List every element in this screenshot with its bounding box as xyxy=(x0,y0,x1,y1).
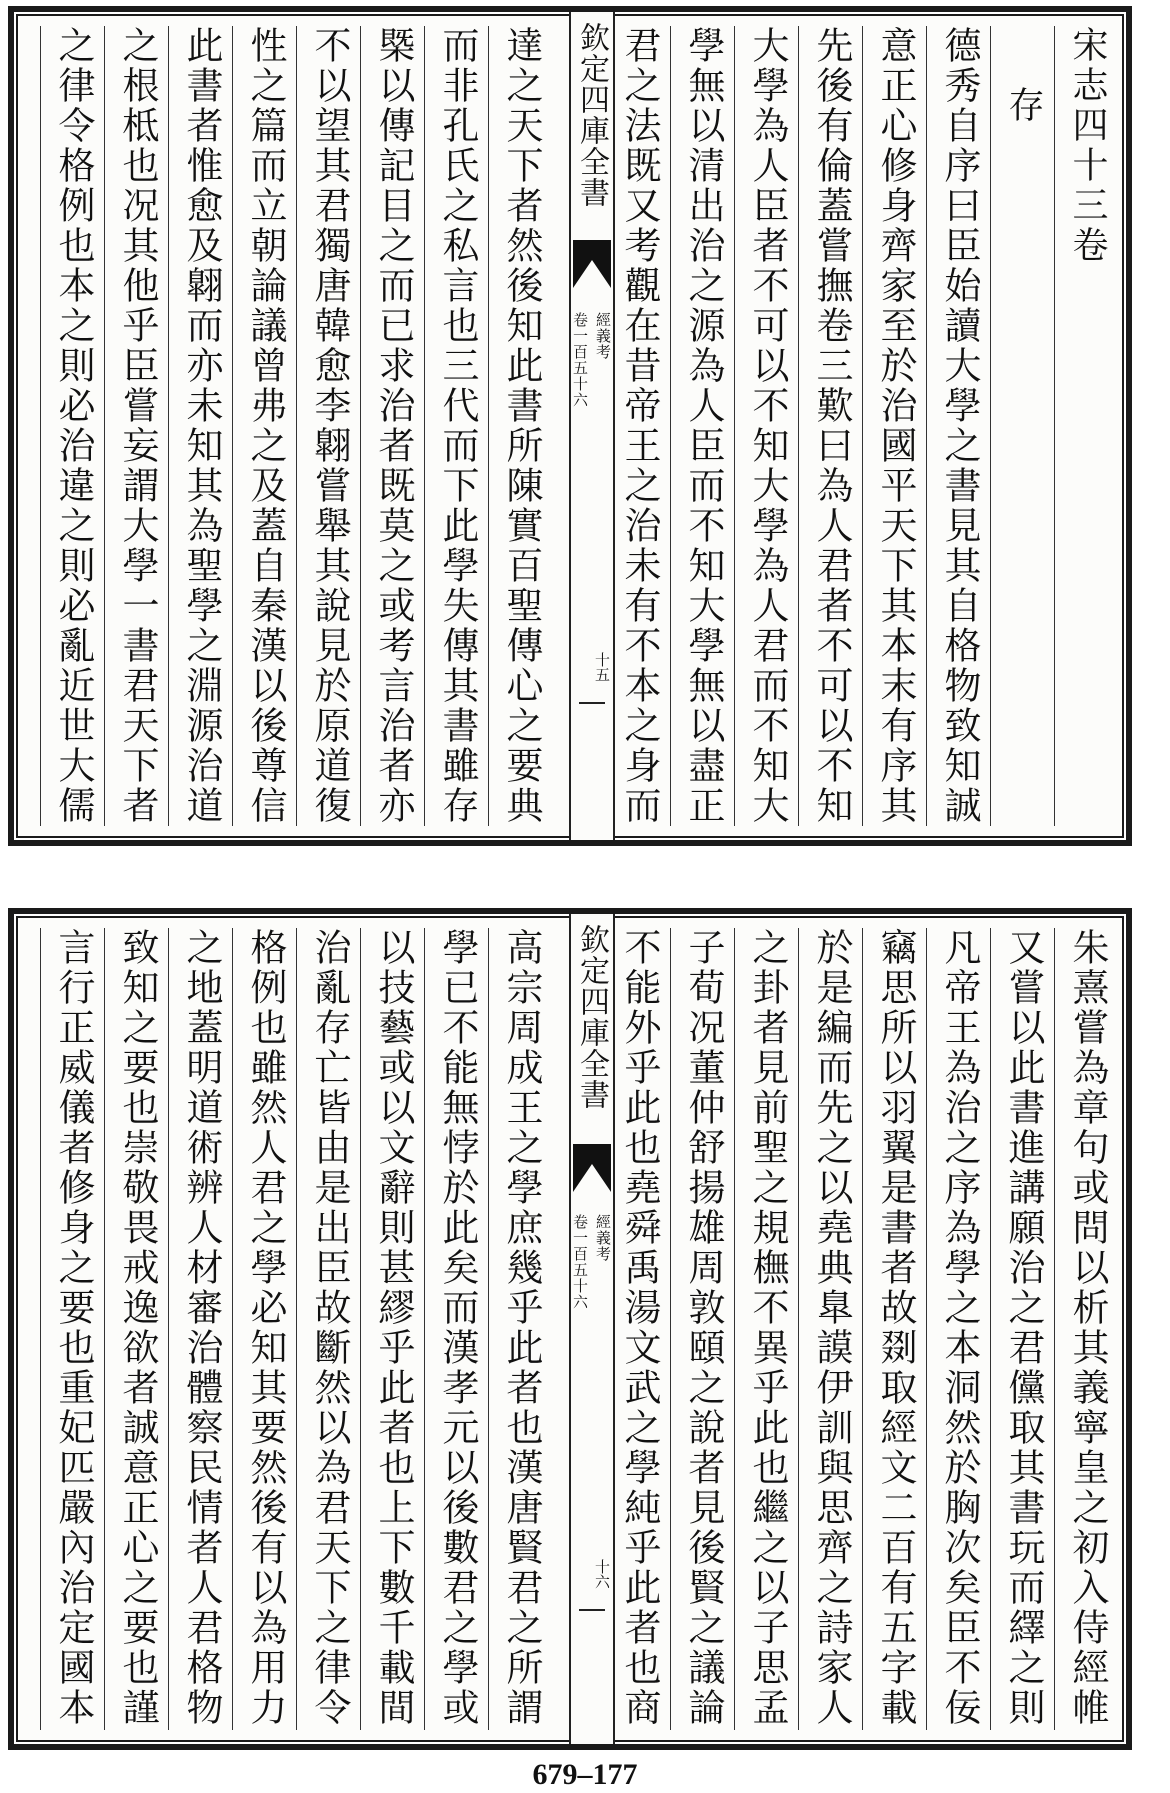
center-folio: 十六 xyxy=(593,1559,611,1589)
column-text: 以技藝或以文辭則甚繆乎此者也上下數千載間 xyxy=(372,928,415,1728)
text-column xyxy=(734,26,798,826)
text-column xyxy=(488,26,552,826)
header-text: 宋志四十三卷 xyxy=(1067,26,1108,266)
column-text: 槩以傳記目之而已求治者既莫之或考言治者亦 xyxy=(372,26,415,826)
text-column xyxy=(798,26,862,826)
column-text: 於是編而先之以堯典臯謨伊訓與思齊之詩家人 xyxy=(810,928,853,1728)
column-text: 治亂存亡皆由是出臣故斷然以為君天下之律令 xyxy=(308,928,351,1728)
text-column xyxy=(488,928,552,1730)
center-volume: 卷一百五十六 xyxy=(571,1214,589,1310)
text-column xyxy=(798,928,862,1730)
text-column xyxy=(926,26,990,826)
center-title: 欽定四庫全書 xyxy=(574,924,609,1110)
bottom-page xyxy=(8,908,1132,1750)
header-column xyxy=(1054,26,1118,826)
center-fold xyxy=(569,12,615,840)
column-text: 之卦者見前聖之規橅不異乎此也繼之以子思孟 xyxy=(746,928,789,1728)
text-column xyxy=(232,928,296,1730)
column-text: 朱熹嘗為章句或問以析其義寧皇之初入侍經帷 xyxy=(1066,928,1109,1728)
column-text: 高宗周成王之學庶幾乎此者也漢唐賢君之所謂 xyxy=(500,928,543,1728)
column-text: 不以望其君獨唐韓愈李翺嘗舉其說見於原道復 xyxy=(308,26,351,826)
column-text: 格例也雖然人君之學必知其要然後有以為用力 xyxy=(244,928,287,1728)
column-text: 竊思所以羽翼是書者故剟取經文二百有五字載 xyxy=(874,928,917,1728)
status-column xyxy=(990,26,1054,826)
column-text: 言行正威儀者修身之要也重妃匹嚴內治定國本 xyxy=(52,928,95,1728)
column-text: 德秀自序曰臣始讀大學之書見其自格物致知誠 xyxy=(938,26,981,826)
column-text: 之地蓋明道術辨人材審治體察民情者人君格物 xyxy=(180,928,223,1728)
column-text: 而非孔氏之私言也三代而下此學失傳其書雖存 xyxy=(436,26,479,826)
text-column xyxy=(424,26,488,826)
column-text: 致知之要也崇敬畏戒逸欲者誠意正心之要也謹 xyxy=(116,928,159,1728)
text-column xyxy=(168,26,232,826)
column-text: 達之天下者然後知此書所陳實百聖傳心之要典 xyxy=(500,26,543,826)
text-column xyxy=(862,928,926,1730)
text-column xyxy=(670,928,734,1730)
column-text: 凡帝王為治之序為學之本洞然於胸次矣臣不佞 xyxy=(938,928,981,1728)
text-column xyxy=(670,26,734,826)
text-column xyxy=(990,928,1054,1730)
column-text: 君之法既又考觀在昔帝王之治未有不本之身而 xyxy=(618,26,661,826)
folio-rule xyxy=(579,702,605,704)
center-subtitle xyxy=(571,312,612,408)
text-column xyxy=(168,928,232,1730)
column-text: 不能外乎此也堯舜禹湯文武之學純乎此者也商 xyxy=(618,928,661,1728)
column-text: 意正心修身齊家至於治國平天下其本末有序其 xyxy=(874,26,917,826)
column-text: 先後有倫蓋嘗撫卷三歎曰為人君者不可以不知 xyxy=(810,26,853,826)
center-book: 經義考 xyxy=(594,1214,612,1262)
text-column xyxy=(606,26,670,826)
text-column xyxy=(296,928,360,1730)
page-number: 679–177 xyxy=(532,1758,638,1791)
column-text: 之律令格例也本之則必治違之則必亂近世大儒 xyxy=(52,26,95,826)
column-text: 此書者惟愈及翺而亦未知其為聖學之淵源治道 xyxy=(180,26,223,826)
column-text: 又嘗以此書進講願治之君儻取其書玩而繹之則 xyxy=(1002,928,1045,1728)
text-column xyxy=(424,928,488,1730)
text-column xyxy=(862,26,926,826)
text-column xyxy=(734,928,798,1730)
center-subtitle xyxy=(571,1214,612,1310)
center-fold xyxy=(569,914,615,1744)
center-title: 欽定四庫全書 xyxy=(574,22,609,208)
center-volume: 卷一百五十六 xyxy=(571,312,589,408)
top-page xyxy=(8,6,1132,846)
text-column xyxy=(606,928,670,1730)
column-text: 學已不能無悖於此矣而漢孝元以後數君之學或 xyxy=(436,928,479,1728)
folio-rule xyxy=(579,1609,605,1611)
text-column xyxy=(40,26,104,826)
text-column xyxy=(1054,928,1118,1730)
fishtail-mark-icon xyxy=(573,1144,611,1192)
text-column xyxy=(40,928,104,1730)
text-column xyxy=(360,928,424,1730)
text-column xyxy=(360,26,424,826)
text-column xyxy=(296,26,360,826)
center-folio: 十五 xyxy=(593,652,611,682)
column-text: 之根柢也况其他乎臣嘗妄謂大學一書君天下者 xyxy=(116,26,159,826)
fishtail-mark-icon xyxy=(573,240,611,288)
column-text: 子荀况董仲舒揚雄周敦頤之說者見後賢之議論 xyxy=(682,928,725,1728)
column-text: 性之篇而立朝論議曾弗之及蓋自秦漢以後尊信 xyxy=(244,26,287,826)
text-column xyxy=(232,26,296,826)
text-column xyxy=(104,26,168,826)
text-column xyxy=(104,928,168,1730)
center-book: 經義考 xyxy=(594,312,612,360)
status-text: 存 xyxy=(1003,86,1044,125)
column-text: 大學為人臣者不可以不知大學為人君而不知大 xyxy=(746,26,789,826)
column-text: 學無以清出治之源為人臣而不知大學無以盡正 xyxy=(682,26,725,826)
text-column xyxy=(926,928,990,1730)
